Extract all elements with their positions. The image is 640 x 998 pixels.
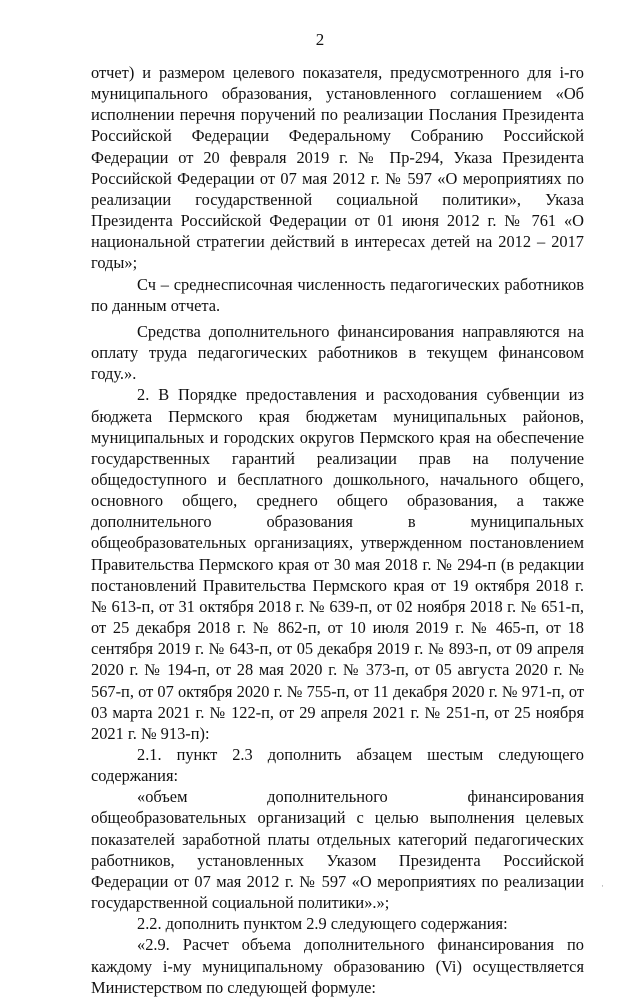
paragraph-funding-purpose: Средства дополнительного финансирования направляются на оплату труда педагогических работников в текущем финансовом году.». bbox=[91, 321, 584, 384]
document-body bbox=[91, 62, 584, 998]
corner-mark: · bbox=[601, 881, 604, 891]
page-number: 2 bbox=[315, 30, 325, 49]
paragraph-quote-funding: «объем дополнительного финансирования общеобразовательных организаций с целью выполнения целевых показателей заработной платы отдельных категорий педагогических работников, установленных Указом Президента Российской Федерации от 07 мая 2012 г. № 597 «О мероприятиях по реализации государственной социальной политики».»; bbox=[91, 787, 584, 913]
paragraph-item-2-2: 2.2. дополнить пунктом 2.9 следующего содержания: bbox=[137, 914, 508, 934]
paragraph-item-2-1: 2.1. пункт 2.3 дополнить абзацем шестым следующего содержания: bbox=[91, 745, 584, 786]
paragraph-continuation: отчет) и размером целевого показателя, предусмотренного для i-го муниципального образования, установленного соглашением «Об исполнении перечня поручений по реализации Послания Президента Российской Федерации Федеральному Собранию Российской Федерации от 20 февраля 2019 г. № Пр-294, Указа Президента Российской Федерации от 07 мая 2012 г. № 597 «О мероприятиях по реализации государственной социальной политики», Указа Президента Российской Федерации от 01 июня 2012 г. № 761 «О национальной стратегии действий в интересах детей на 2012 – 2017 годы»; bbox=[91, 63, 584, 273]
paragraph-variable-definition: Сч – среднесписочная численность педагогических работников по данным отчета. bbox=[91, 274, 584, 315]
paragraph-item-2: 2. В Порядке предоставления и расходования субвенции из бюджета Пермского края бюджетам муниципальных районов, муниципальных и городских округов Пермского края на обеспечение государственных гарантий реализации прав на получение общедоступного и бесплатного дошкольного, начального общего, основного общего, среднего общего образования, а также дополнительного образования в муниципальных общеобразовательных организациях, утвержденном постановлением Правительства Пермского края от 30 мая 2018 г. № 294-п (в редакции постановлений Правительства Пермского края от 19 октября 2018 г. № 613-п, от 31 октября 2018 г. № 639-п, от 02 ноября 2018 г. № 651-п, от 25 декабря 2018 г. № 862-п, от 10 июля 2019 г. № 465-п, от 18 сентября 2019 г. № 643-п, от 05 декабря 2019 г. № 893-п, от 09 апреля 2020 г. № 194-п, от 28 мая 2020 г. № 373-п, от 05 августа 2020 г. № 567-п, от 07 октября 2020 г. № 755-п, от 11 декабря 2020 г. № 971-п, от 03 марта 2021 г. № 122-п, от 29 апреля 2021 г. № 251-п, от 25 ноября 2021 г. № 913-п): bbox=[91, 385, 584, 743]
paragraph-item-2-9: «2.9. Расчет объема дополнительного финансирования по каждому i-му муниципальному образованию (Vi) осуществляется Министерством по следующей формуле: bbox=[91, 935, 584, 997]
